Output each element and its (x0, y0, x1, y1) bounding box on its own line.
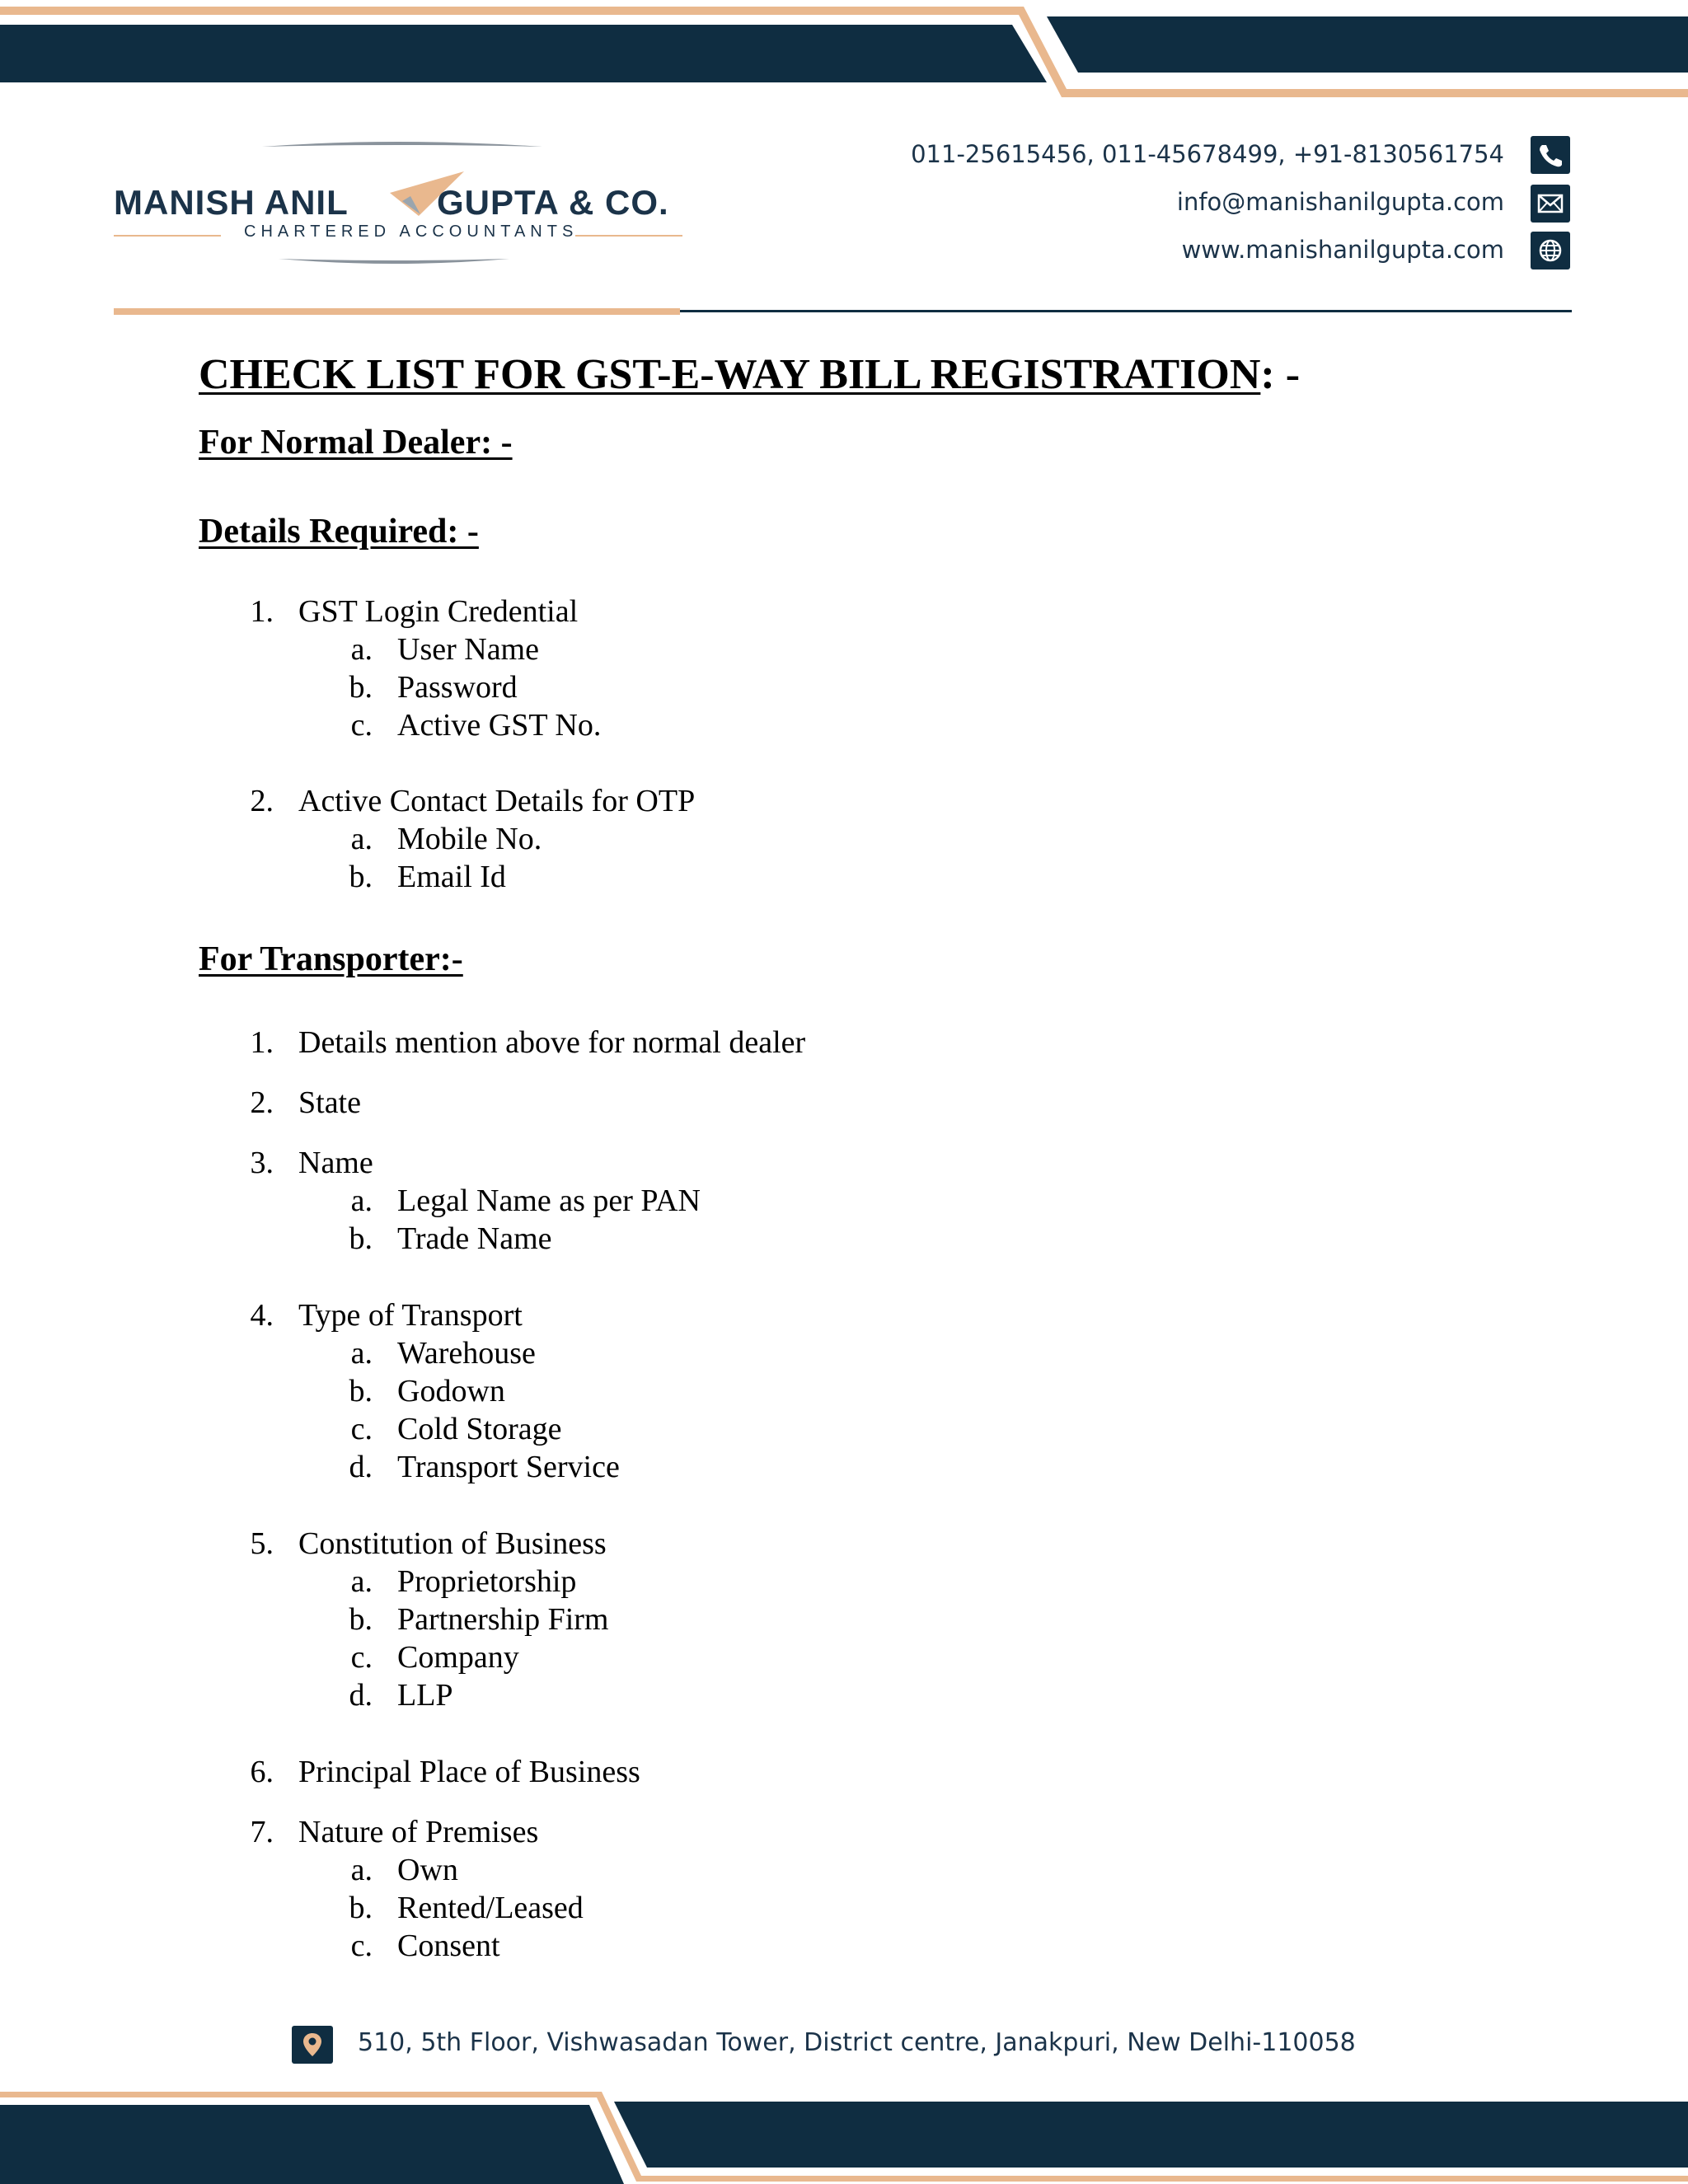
normal-dealer-heading: For Normal Dealer: - (199, 424, 513, 462)
globe-icon (1531, 232, 1570, 269)
header-divider (0, 305, 1688, 318)
sub-item-letter: d. (349, 1678, 373, 1713)
list-item-number: 4. (250, 1298, 274, 1333)
list-item-number: 2. (250, 1085, 274, 1120)
sub-item-text: User Name (397, 632, 539, 667)
sub-item-text: Email Id (397, 860, 506, 894)
sub-item-text: Active GST No. (397, 708, 602, 743)
sub-item-text: Proprietorship (397, 1564, 577, 1599)
sub-item-text: Rented/Leased (397, 1891, 584, 1925)
list-item-number: 2. (250, 784, 274, 818)
sub-item-letter: d. (349, 1450, 373, 1484)
sub-item-letter: a. (350, 1183, 373, 1218)
title-suffix: : - (1260, 351, 1301, 398)
sub-item-text: Own (397, 1853, 458, 1887)
sub-item-text: Godown (397, 1374, 505, 1408)
list-item-number: 7. (250, 1815, 274, 1849)
list-item-number: 1. (250, 1025, 274, 1060)
sub-item-text: Partnership Firm (397, 1602, 609, 1637)
sub-item-letter: b. (349, 1374, 373, 1408)
contact-website[interactable]: www.manishanilgupta.com (1181, 236, 1504, 264)
contact-phones: 011-25615456, 011-45678499, +91-8130561754 (911, 140, 1504, 168)
sub-item-text: Trade Name (397, 1221, 552, 1256)
sub-item-letter: b. (349, 1221, 373, 1256)
sub-item-letter: a. (350, 632, 373, 667)
sub-item-text: Password (397, 670, 518, 705)
list-item-text: State (298, 1085, 361, 1120)
sub-item-letter: c. (350, 1640, 373, 1675)
list-item-text: Name (298, 1146, 373, 1180)
sub-item-text: Warehouse (397, 1336, 536, 1371)
document-title (199, 350, 1300, 399)
list-item-text: Active Contact Details for OTP (298, 784, 696, 818)
logo-name-left: MANISH ANIL (114, 183, 349, 222)
list-item-text: Type of Transport (298, 1298, 523, 1333)
list-item-text: Constitution of Business (298, 1526, 607, 1561)
sub-item-letter: b. (349, 860, 373, 894)
list-item-number: 1. (250, 594, 274, 629)
transporter-heading: For Transporter:- (199, 940, 463, 978)
list-item-text: Nature of Premises (298, 1815, 539, 1849)
phone-icon (1531, 136, 1570, 174)
sub-item-letter: c. (350, 1929, 373, 1963)
footer-address: 510, 5th Floor, Vishwasadan Tower, District centre, Janakpuri, New Delhi-110058 (358, 2028, 1356, 2057)
list-item-text: Principal Place of Business (298, 1755, 640, 1789)
sub-item-letter: b. (349, 1891, 373, 1925)
footer-band (0, 2083, 1688, 2184)
sub-item-letter: b. (349, 670, 373, 705)
location-pin-icon (292, 2026, 333, 2064)
sub-item-letter: a. (350, 1336, 373, 1371)
logo-subtitle: CHARTERED ACCOUNTANTS (244, 223, 579, 241)
list-item-number: 3. (250, 1146, 274, 1180)
details-heading: Details Required: - (199, 513, 479, 551)
list-item-text: GST Login Credential (298, 594, 579, 629)
sub-item-text: Mobile No. (397, 822, 542, 856)
sub-item-letter: a. (350, 1564, 373, 1599)
sub-item-letter: a. (350, 1853, 373, 1887)
header-band (0, 0, 1688, 99)
list-item-number: 6. (250, 1755, 274, 1789)
contact-email[interactable]: info@manishanilgupta.com (1176, 188, 1504, 216)
sub-item-text: Cold Storage (397, 1412, 562, 1446)
sub-item-text: Legal Name as per PAN (397, 1183, 701, 1218)
company-logo (114, 137, 682, 277)
sub-item-letter: b. (349, 1602, 373, 1637)
sub-item-text: Consent (397, 1929, 500, 1963)
mail-icon (1531, 185, 1570, 223)
sub-item-text: Transport Service (397, 1450, 620, 1484)
sub-item-letter: c. (350, 1412, 373, 1446)
title-main: CHECK LIST FOR GST-E-WAY BILL REGISTRATION (199, 351, 1261, 398)
sub-item-text: LLP (397, 1678, 453, 1713)
list-item-text: Details mention above for normal dealer (298, 1025, 806, 1060)
sub-item-text: Company (397, 1640, 519, 1675)
sub-item-letter: c. (350, 708, 373, 743)
list-item-number: 5. (250, 1526, 274, 1561)
logo-name-right: GUPTA & CO. (437, 183, 669, 222)
sub-item-letter: a. (350, 822, 373, 856)
